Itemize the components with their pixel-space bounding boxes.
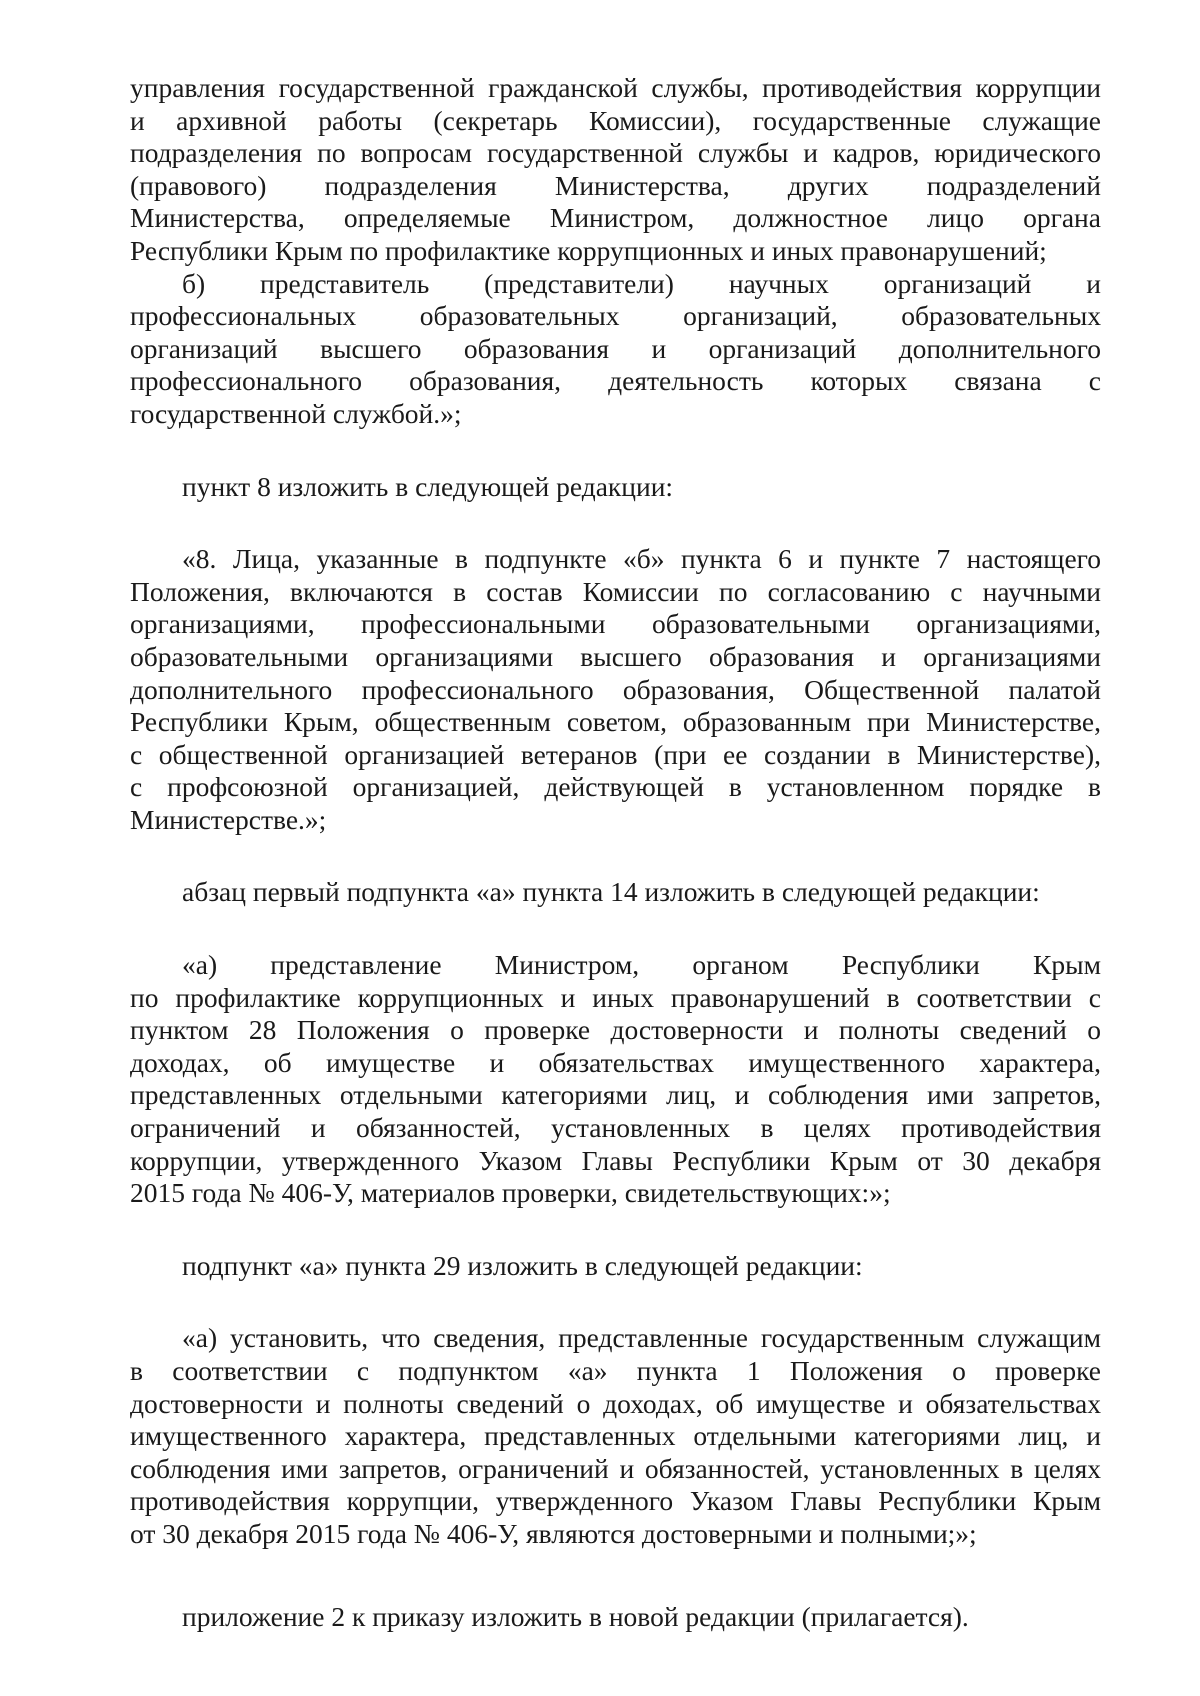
text-line: противодействия коррупции, утвержденного Указом Главы Республики Крым bbox=[130, 1485, 1101, 1517]
paragraph bbox=[130, 268, 1101, 431]
text-line: Республики Крым по профилактике коррупционных и иных правонарушений; bbox=[130, 234, 1047, 266]
paragraph-gap bbox=[130, 1210, 1101, 1250]
text-line: от 30 декабря 2015 года № 406-У, являются достоверными и полными;»; bbox=[130, 1517, 977, 1549]
text-line: коррупции, утвержденного Указом Главы Республики Крым от 30 декабря bbox=[130, 1144, 1101, 1176]
text-line: Министерства, определяемые Министром, должностное лицо органа bbox=[130, 202, 1101, 234]
paragraph bbox=[130, 949, 1101, 1210]
text-line: (правового) подразделения Министерства, других подразделений bbox=[130, 169, 1101, 201]
text-line: в соответствии с подпунктом «а» пункта 1 Положения о проверке bbox=[130, 1355, 1101, 1386]
text-line: соблюдения ими запретов, ограничений и обязанностей, установленных в целях bbox=[130, 1452, 1101, 1484]
paragraph-gap bbox=[130, 836, 1101, 876]
text-line: «а) представление Министром, органом Республики Крым bbox=[182, 949, 1101, 981]
paragraph bbox=[130, 876, 1101, 909]
text-line: образовательными организациями высшего образования и организациями bbox=[130, 640, 1101, 672]
text-line: пункт 8 изложить в следующей редакции: bbox=[182, 470, 674, 502]
text-line: «8. Лица, указанные в подпункте «б» пункта 6 и пункте 7 настоящего bbox=[182, 543, 1101, 575]
paragraph bbox=[130, 1601, 1101, 1634]
text-line: 2015 года № 406-У, материалов проверки, свидетельствующих:»; bbox=[130, 1177, 891, 1209]
text-line: подразделения по вопросам государственной службы и кадров, юридического bbox=[130, 137, 1101, 169]
text-line: Республики Крым, общественным советом, образованным при Министерстве, bbox=[130, 706, 1101, 738]
text-line: дополнительного профессионального образования, Общественной палатой bbox=[130, 673, 1101, 705]
text-line: организаций высшего образования и организаций дополнительного bbox=[130, 332, 1101, 364]
text-line: и архивной работы (секретарь Комиссии), государственные служащие bbox=[130, 104, 1101, 136]
text-line: Положения, включаются в состав Комиссии по согласованию с научными bbox=[130, 575, 1101, 607]
text-line: доходах, об имуществе и обязательствах имущественного характера, bbox=[130, 1046, 1101, 1078]
paragraph bbox=[130, 471, 1101, 504]
text-line: б) представитель (представители) научных организаций и bbox=[182, 267, 1101, 299]
paragraph bbox=[130, 1322, 1101, 1550]
text-line: подпункт «а» пункта 29 изложить в следующей редакции: bbox=[182, 1249, 863, 1281]
text-line: достоверности и полноты сведений о доходах, об имуществе и обязательствах bbox=[130, 1387, 1101, 1419]
paragraph bbox=[130, 1250, 1101, 1283]
paragraph bbox=[130, 543, 1101, 836]
paragraph bbox=[130, 72, 1101, 268]
paragraph-gap bbox=[130, 431, 1101, 471]
document-page bbox=[130, 72, 1101, 1633]
text-line: с профсоюзной организацией, действующей в установленном порядке в bbox=[130, 771, 1101, 803]
paragraph-gap bbox=[130, 1282, 1101, 1322]
paragraph-gap bbox=[130, 1551, 1101, 1601]
text-line: имущественного характера, представленных отдельными категориями лиц, и bbox=[130, 1420, 1101, 1452]
text-line: представленных отдельными категориями лиц, и соблюдения ими запретов, bbox=[130, 1079, 1101, 1111]
text-line: абзац первый подпункта «а» пункта 14 изложить в следующей редакции: bbox=[182, 876, 1040, 908]
text-line: с общественной организацией ветеранов (при ее создании в Министерстве), bbox=[130, 738, 1101, 770]
text-line: пунктом 28 Положения о проверке достоверности и полноты сведений о bbox=[130, 1014, 1101, 1046]
text-line: Министерстве.»; bbox=[130, 803, 327, 835]
text-line: государственной службой.»; bbox=[130, 397, 462, 429]
text-line: профессиональных образовательных организаций, образовательных bbox=[130, 300, 1101, 332]
text-line: по профилактике коррупционных и иных правонарушений в соответствии с bbox=[130, 981, 1101, 1013]
paragraph-gap bbox=[130, 909, 1101, 949]
text-line: управления государственной гражданской службы, противодействия коррупции bbox=[130, 72, 1101, 103]
text-line: профессионального образования, деятельность которых связана с bbox=[130, 365, 1101, 397]
paragraph-gap bbox=[130, 503, 1101, 543]
text-line: «а) установить, что сведения, представленные государственным служащим bbox=[182, 1322, 1101, 1354]
text-line: организациями, профессиональными образовательными организациями, bbox=[130, 608, 1101, 640]
text-line: ограничений и обязанностей, установленных в целях противодействия bbox=[130, 1112, 1101, 1144]
text-line: приложение 2 к приказу изложить в новой редакции (прилагается). bbox=[182, 1600, 969, 1632]
